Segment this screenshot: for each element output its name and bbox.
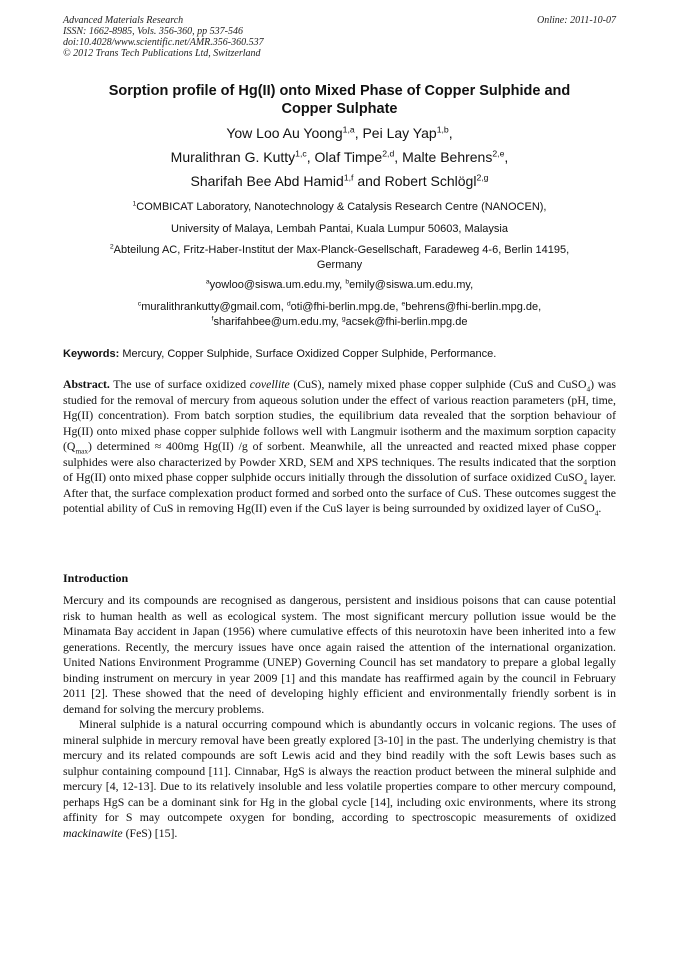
author-name: Robert Schlögl [384,173,477,189]
email-line-1 [63,278,616,293]
email-line-3 [63,315,616,330]
intro-paragraph-2 [63,717,616,841]
author-name: Muralithran G. Kutty [170,149,296,165]
email-sup: g [341,315,346,323]
keywords [63,347,616,362]
aff-text: COMBICAT Laboratory, Nanotechnology & Catalysis Research Centre (NANOCEN), [136,201,547,213]
keywords-label: Keywords: [63,348,120,360]
abstract-text: (CuS), namely mixed phase copper sulphide (CuS and CuSO [293,377,587,391]
email-address[interactable]: muralithrankutty@gmail.com, [141,301,284,313]
paper-title [63,82,616,118]
abstract-text: ) was studied for the removal of mercury from aqueous solution under the effect of various reaction parameters (pH, time, Hg(II) concentration). From batch sorption studies, the equilibrium data revealed that the sorption behaviour of Hg(II) onto mixed phase copper sulphide follows well with Langmuir isotherm and the maximum sorption capacity (Q [63,377,616,453]
doi-line: doi:10.4028/www.scientific.net/AMR.356-360.537 [63,37,264,48]
issn-line: ISSN: 1662-8985, Vols. 356-360, pp 537-546 [63,26,243,37]
author-name: Olaf Timpe [314,149,383,165]
aff-text: University of Malaya, Lembah Pantai, Kuala Lumpur 50603, Malaysia [171,223,508,235]
abstract-text: . [598,501,602,515]
email-address[interactable]: acsek@fhi-berlin.mpg.de [345,316,468,328]
author-sup: 2,g [476,172,489,183]
abstract [63,377,616,517]
email-sup: e [401,300,406,308]
intro-paragraph-1: Mercury and its compounds are recognised as dangerous, persistent and insidious poisons that can cause potential risk to human health as well as ecological system. The most significant mercury pollution issue would be the Minamata Bay accident in Japan (1956) where cumulative effects of this neurotoxin have been inherited into a few generations. Recently, the mercury issues have once again raised the attention of the international organization. United Nations Environment Programme (UNEP) Governing Council has set mandatory to prepare a global legally binding instrument on mercury in year 2009 [1] and this mandate has reaffirmed again by the council in February 2011 [2]. These showed that the need of developing highly efficient and environmentally friendly sorbent is in demand for solving the mercury problems. [63,593,616,716]
subscript: 4 [594,508,599,518]
author-sup: 1,c [295,148,307,159]
affiliation-2-line-2 [63,256,616,274]
author-line-2: Muralithran G. Kutty$^{1,c}$, Olaf Timpe$^{2,d}$, Malte Behrens$^{2,e}$, [170,148,509,165]
email-address[interactable]: sharifahbee@um.edu.my, [213,316,339,328]
copyright-line: © 2012 Trans Tech Publications Ltd, Switzerland [63,48,261,59]
author-line-3 [63,170,616,192]
subscript: 4 [583,477,587,487]
author-sup: 1,b [436,124,449,135]
email-sup: a [205,278,210,286]
email-sup: b [345,278,350,286]
aff-text: Germany [316,259,363,271]
email-sup: f [211,315,214,323]
author-sup: 1,f [343,172,354,183]
subscript: max [75,446,89,456]
email-sup: d [286,300,291,308]
author-name: Malte Behrens [402,149,493,165]
author-name: Pei Lay Yap [362,125,437,141]
keywords-text: Mercury, Copper Sulphide, Surface Oxidized Copper Sulphide, Performance. [122,348,497,360]
abstract-text: The use of surface oxidized [113,377,247,391]
abstract-text: layer. After that, the surface complexation product formed and sorbed onto the surface of CuS. These outcomes suggest the potential ability of CuS in removing Hg(II) even if the CuS layer is being surrounded by oxidized layer of CuSO [63,470,616,515]
author-sup: 2,d [382,148,395,159]
online-date: Online: 2011-10-07 [537,15,616,26]
email-address[interactable]: oti@fhi-berlin.mpg.de, [290,301,399,313]
section-heading-introduction: Introduction [63,571,129,585]
subscript: 4 [586,384,591,394]
introduction-body [63,593,616,841]
author-name: Yow Loo Au Yoong [226,125,343,141]
aff-sup: 1 [132,200,137,208]
abstract-italic: covellite [249,377,290,391]
aff-sup: 2 [109,243,114,251]
journal-name: Advanced Materials Research [63,15,184,26]
abstract-paragraph [63,377,616,517]
email-address[interactable]: yowloo@siswa.um.edu.my, [209,279,343,291]
author-and: and [357,173,381,189]
author-name: Sharifah Bee Abd Hamid [190,173,344,189]
intro-text: (FeS) [15]. [125,825,178,840]
email-sup: c [137,300,142,308]
abstract-text: ) determined ≈ 400mg Hg(II) /g of sorbent. Meanwhile, all the unreacted and reacted mixed phase copper sulphides were also characterized by Powder XRD, SEM and XPS techniques. The results indicated that the sorption of Hg(II) onto mixed phase copper sulphide occurs initially through the dissolution of surface oxidized CuSO [63,439,616,484]
intro-text: Mineral sulphide is a natural occurring compound which is abundantly occurs in volcanic regions. The uses of mineral sulphide in mercury removal have been greatly explored [3-10] in the past. The underlying chemistry is that mercury and its related compounds are soft Lewis acid and they bind readily with the soft Lewis bases such as sulphur containing compound [11]. Cinnabar, HgS is always the reaction product between the mineral sulphide and mercury [4, 12-13]. Due to its relatively insoluble and less volatile properties compare to other mercury compound, perhaps HgS can be a dominant sink for Hg in the global cycle [14], including oxic environments, where its strong affinity for S may outcompete oxygen for bonding, according to spectroscopic measurements of oxidized [63,717,616,824]
author-line-1: Yow Loo Au Yoong$^{1,a}$, Pei Lay Yap$^{1,b}$, [226,124,453,141]
affiliation-1-line-1 [63,198,616,216]
journal-header [63,15,616,59]
email-address[interactable]: behrens@fhi-berlin.mpg.de, [405,301,542,313]
abstract-label: Abstract. [63,377,110,391]
affiliation-1-line-2 [63,220,616,238]
title-line-1: Sorption profile of Hg(II) onto Mixed Phase of Copper Sulphide and [108,83,571,99]
author-sup: 2,e [492,148,505,159]
email-address[interactable]: emily@siswa.um.edu.my, [349,279,474,291]
intro-italic: mackinawite [63,825,123,840]
email-line-2 [63,300,616,315]
aff-text: Abteilung AC, Fritz-Haber-Institut der Max-Planck-Gesellschaft, Faradeweg 4-6, Berlin 14195, [113,244,570,256]
author-sup: 1,a [342,124,355,135]
title-line-2: Copper Sulphate [281,101,398,117]
